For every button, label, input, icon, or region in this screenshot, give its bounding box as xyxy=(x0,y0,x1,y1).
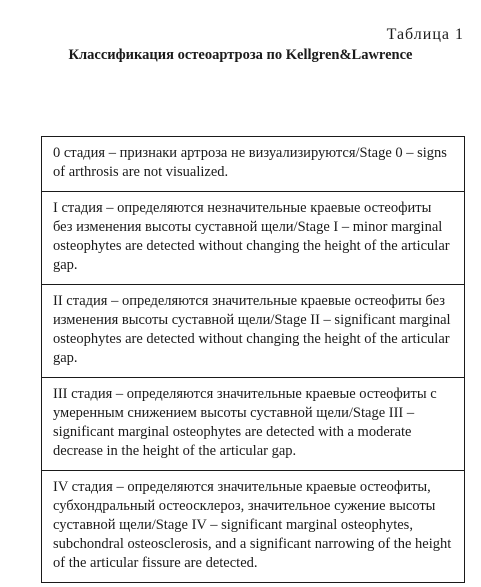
stage-2-cell: II стадия – определяются значительные краевые остеофиты без изменения высоты суставной щели/Stage II – significant marginal osteophytes are detected without changing the height of the articular gap. xyxy=(42,285,465,378)
table-row xyxy=(42,192,465,285)
table-title: Классификация остеоартроза по Kellgren&Lawrence xyxy=(68,47,413,63)
table-row xyxy=(42,137,465,192)
stage-4-cell: IV стадия – определяются значительные краевые остеофиты, субхондральный остеосклероз, значительное сужение высоты суставной щели/Stage IV – significant marginal osteophytes, subchondral osteosclerosis, and a significant narrowing of the height of the articular fissure are detected. xyxy=(42,471,465,583)
table-row xyxy=(42,285,465,378)
stage-3-cell: III стадия – определяются значительные краевые остеофиты с умеренным снижением высоты суставной щели/Stage III – significant marginal osteophytes are detected with a moderate decrease in the height of the articular gap. xyxy=(42,378,465,471)
stage-1-cell: I стадия – определяются незначительные краевые остеофиты без изменения высоты суставной щели/Stage I – minor marginal osteophytes are detected without changing the height of the articular gap. xyxy=(42,192,465,285)
classification-table xyxy=(41,136,465,583)
stage-0-cell: 0 стадия – признаки артроза не визуализируются/Stage 0 – signs of arthrosis are not visualized. xyxy=(42,137,465,192)
table-caption: Таблица 1 xyxy=(386,26,464,43)
table-row xyxy=(42,471,465,583)
table-row xyxy=(42,378,465,471)
